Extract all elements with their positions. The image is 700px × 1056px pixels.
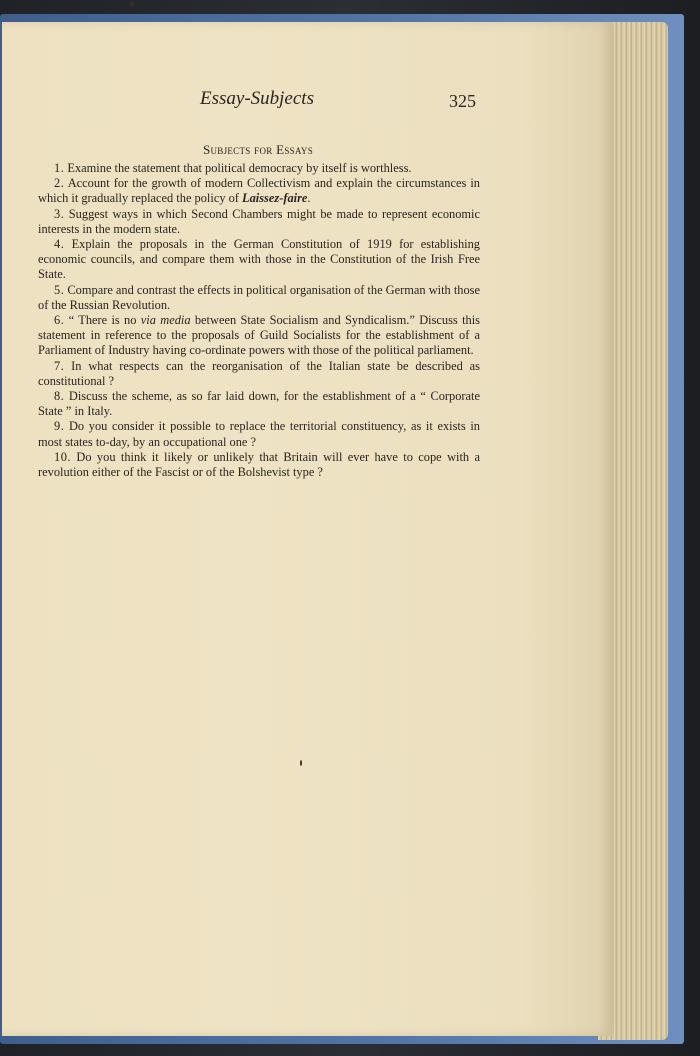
essay-item-text: Suggest ways in which Second Chambers might be made to represent economic interests in the modern state. bbox=[38, 206, 480, 236]
essay-item-number: 4. bbox=[54, 237, 65, 252]
essay-item-number: 7. bbox=[54, 358, 65, 373]
emphasis-text: via media bbox=[140, 313, 191, 328]
essay-item-text: Explain the proposals in the German Constitution of 1919 for establishing economic councils, and compare them with those in the Constitution of the Irish Free State. bbox=[38, 237, 480, 282]
emphasis-text: Laissez-faire bbox=[242, 191, 308, 206]
dust-speck bbox=[300, 760, 302, 766]
essay-item bbox=[38, 161, 480, 176]
section-heading bbox=[0, 142, 516, 158]
page-number: 325 bbox=[449, 91, 476, 111]
essay-item-number: 6. bbox=[54, 313, 65, 328]
essay-list bbox=[38, 161, 480, 480]
essay-item-text: between State Socialism and Syndicalism.” Discuss this statement in reference to the proposals of Guild Socialists for the establishment of a Parliament of Industry having co-ordinate powers with those of the political parliament. bbox=[38, 313, 480, 358]
essay-item-number: 10. bbox=[54, 449, 71, 464]
essay-item-text: Examine the statement that political democracy by itself is worthless. bbox=[67, 161, 412, 175]
essay-item bbox=[38, 389, 480, 419]
dust-speck bbox=[130, 2, 134, 6]
essay-item-text: “ There is no bbox=[68, 313, 141, 328]
essay-item bbox=[38, 283, 480, 313]
essay-item-text: Do you consider it possible to replace the territorial constituency, as it exists in most states to-day, by an occupational one ? bbox=[38, 419, 480, 449]
essay-item bbox=[38, 359, 480, 389]
essay-item-number: 3. bbox=[54, 206, 65, 221]
essay-item-text: Do you think it likely or unlikely that Britain will ever have to cope with a revolution either of the Fascist or of the Bolshevist type ? bbox=[38, 449, 480, 480]
essay-item-text: In what respects can the reorganisation of the Italian state be described as constitutional ? bbox=[38, 358, 480, 388]
essay-item bbox=[38, 450, 480, 480]
essay-item-number: 8. bbox=[54, 389, 65, 404]
essay-item bbox=[38, 313, 480, 359]
essay-item bbox=[38, 176, 480, 206]
essay-item-number: 2. bbox=[54, 176, 65, 191]
essay-item-text: Compare and contrast the effects in political organisation of the German with those of the Russian Revolution. bbox=[38, 282, 480, 312]
essay-item bbox=[38, 419, 480, 449]
essay-item-text: Discuss the scheme, as so far laid down, for the establishment of a “ Corporate State ” in Italy. bbox=[38, 389, 480, 419]
running-head bbox=[0, 88, 700, 114]
essay-item bbox=[38, 207, 480, 237]
essay-item-number: 5. bbox=[54, 282, 65, 297]
section-heading-text: Subjects for Essays bbox=[202, 142, 314, 157]
essay-item bbox=[38, 237, 480, 283]
essay-item-number: 9. bbox=[54, 419, 65, 434]
running-title: Essay-Subjects bbox=[200, 88, 314, 109]
essay-item-text: . bbox=[307, 191, 311, 206]
essay-item-number: 1. bbox=[54, 161, 65, 175]
essay-item-text: Account for the growth of modern Collectivism and explain the circumstances in which it gradually replaced the policy of bbox=[38, 176, 480, 206]
